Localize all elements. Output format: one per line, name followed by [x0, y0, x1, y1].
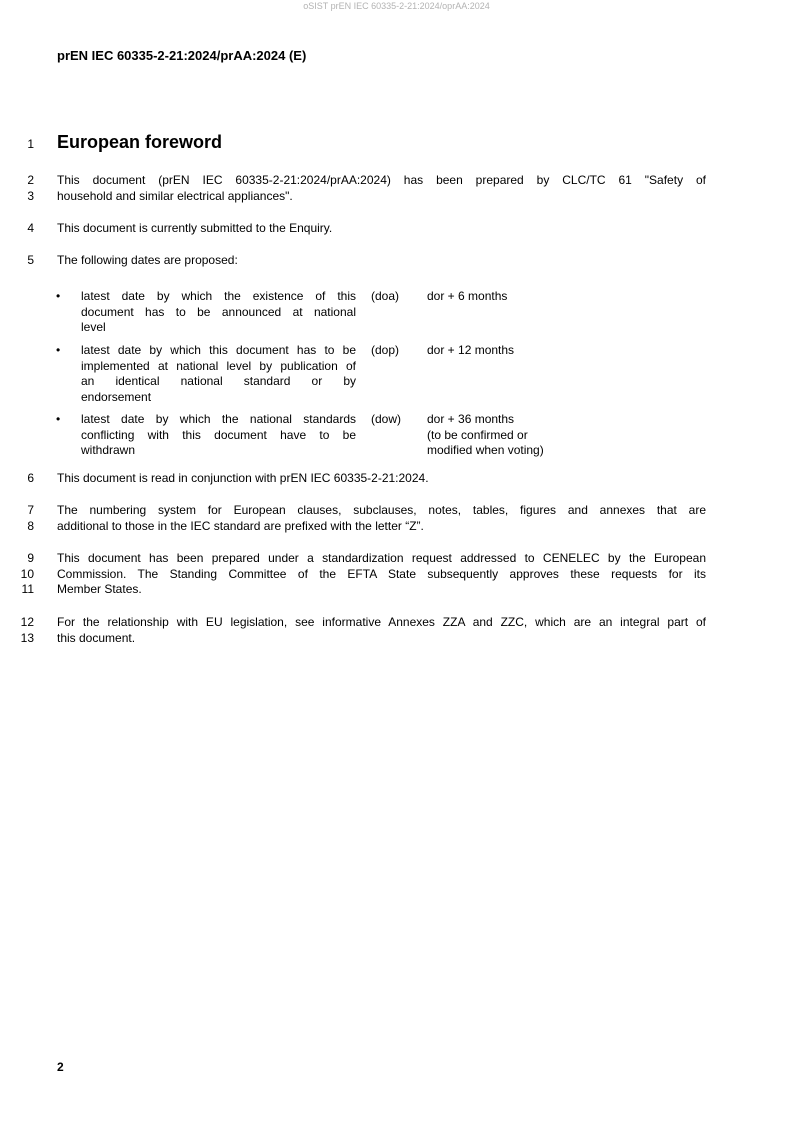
- paragraph-line: For the relationship with EU legislation, see informative Annexes ZZA and ZZC, which are an integral part of: [57, 615, 706, 629]
- paragraph-line: The numbering system for European clauses, subclauses, notes, tables, figures and annexes that are: [57, 503, 706, 517]
- date-value: (to be confirmed or: [427, 427, 528, 442]
- line-number: 6: [27, 471, 34, 485]
- line-number: 1: [27, 137, 34, 151]
- bullet-marker: •: [56, 289, 61, 303]
- paragraph-line: household and similar electrical appliances".: [57, 188, 293, 203]
- line-number: 13: [20, 630, 34, 645]
- line-number: 8: [27, 518, 34, 533]
- date-abbreviation: (dop): [371, 343, 400, 357]
- bullet-marker: •: [56, 412, 61, 426]
- date-value: dor + 12 months: [427, 343, 515, 357]
- date-value: modified when voting): [427, 443, 544, 457]
- date-abbreviation: (doa): [371, 289, 400, 303]
- paragraph-line: this document.: [57, 630, 136, 645]
- paragraph-line: Member States.: [57, 582, 142, 596]
- paragraph-line: This document is currently submitted to the Enquiry.: [57, 221, 333, 235]
- date-item-text: latest date by which this document has to be: [81, 343, 356, 357]
- date-value: dor + 6 months: [427, 289, 508, 303]
- line-number: 7: [27, 503, 34, 517]
- date-value: dor + 36 months: [427, 412, 515, 426]
- date-item-text: latest date by which the existence of this: [81, 289, 356, 303]
- line-number: 10: [20, 566, 34, 581]
- paragraph-line: The following dates are proposed:: [57, 253, 238, 267]
- bullet-marker: •: [56, 343, 61, 357]
- date-item-text: an identical national standard or by: [81, 374, 356, 388]
- line-number: 12: [20, 615, 34, 629]
- watermark: oSIST prEN IEC 60335-2-21:2024/oprAA:2024: [303, 1, 490, 11]
- paragraph-line: This document is read in conjunction with prEN IEC 60335-2-21:2024.: [57, 471, 429, 485]
- line-number: 11: [21, 582, 34, 596]
- paragraph-line: This document has been prepared under a standardization request addressed to CENELEC by the European: [57, 551, 706, 565]
- date-item-text: endorsement: [81, 389, 152, 404]
- paragraph-line: Commission. The Standing Committee of the EFTA State subsequently approves these requests for its: [57, 566, 706, 581]
- document-identifier: prEN IEC 60335-2-21:2024/prAA:2024 (E): [57, 48, 307, 63]
- date-item-text: withdrawn: [81, 443, 136, 457]
- line-number: 2: [27, 173, 34, 187]
- date-item-text: implemented at national level by publication of: [81, 358, 356, 373]
- date-abbreviation: (dow): [371, 412, 402, 426]
- paragraph-line: additional to those in the IEC standard are prefixed with the letter “Z”.: [57, 518, 424, 533]
- line-number: 9: [27, 551, 34, 565]
- line-number: 3: [27, 188, 34, 203]
- paragraph-line: This document (prEN IEC 60335-2-21:2024/prAA:2024) has been prepared by CLC/TC 61 "Safety of: [57, 173, 706, 187]
- date-item-text: conflicting with this document have to be: [81, 427, 356, 442]
- date-item-text: latest date by which the national standards: [81, 412, 356, 426]
- section-heading: European foreword: [57, 132, 223, 152]
- line-number: 4: [27, 221, 34, 235]
- date-item-text: level: [81, 320, 106, 334]
- page-number: 2: [57, 1060, 64, 1074]
- line-number: 5: [27, 253, 34, 267]
- date-item-text: document has to be announced at national: [81, 304, 356, 319]
